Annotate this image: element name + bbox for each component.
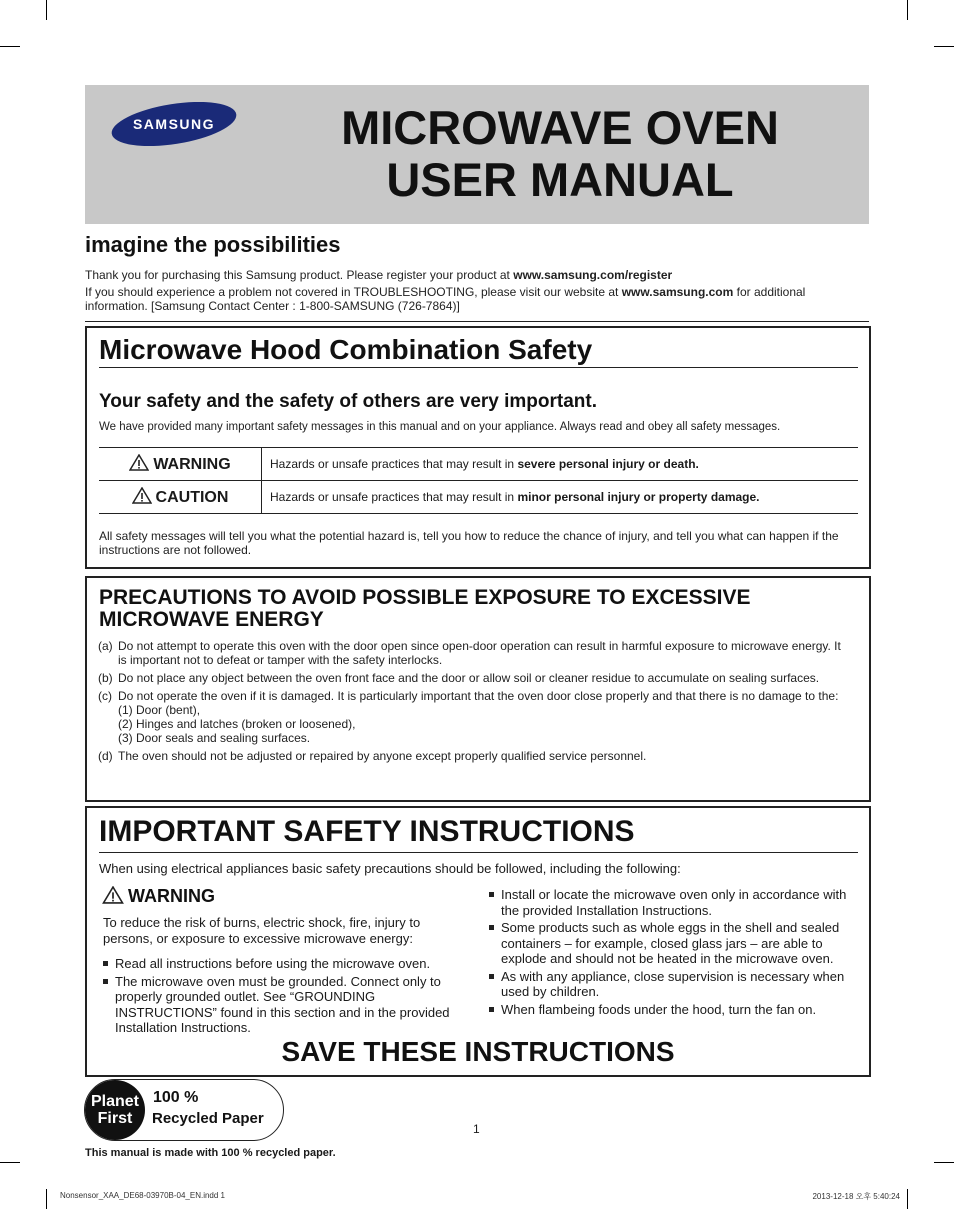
warning-triangle-icon [129,454,149,471]
crop-mark [46,1189,47,1209]
crop-mark [934,1162,954,1163]
warning-text: To reduce the risk of burns, electric shock, fire, injury to persons, or exposure to excessive microwave energy: [103,915,421,946]
crop-mark [907,0,908,20]
hood-safety-subtitle: Your safety and the safety of others are very important. [99,391,598,412]
sub-item: (3) Door seals and sealing surfaces. [118,731,311,745]
samsung-logo [110,102,238,146]
recycled-note: This manual is made with 100 % recycled paper. [85,1147,336,1159]
table-row [99,448,858,481]
recycled-percent: 100 % [153,1089,199,1106]
crop-mark [0,1162,20,1163]
register-line: Thank you for purchasing this Samsung product. Please register your product at www.samsung.com/register [85,268,673,282]
signal-desc-caution: Hazards or unsafe practices that may result in minor personal injury or property damage. [262,481,859,514]
sub-item: (2) Hinges and latches (broken or loosened), [118,717,356,731]
signal-label-caution: CAUTION [99,481,262,514]
list-item: (a) Do not attempt to operate this oven with the door open since open-door operation can result in harmful exposure to microwave energy. It is important not to defeat or tamper with the safety interlocks. [98,639,841,667]
timestamp: 2013-12-18 오후 5:40:24 [812,1192,900,1201]
list-item: Read all instructions before using the microwave oven. [102,956,464,972]
hood-safety-title: Microwave Hood Combination Safety [99,334,593,365]
crop-mark [907,1189,908,1209]
signal-word-table [99,447,858,514]
signal-desc-warning: Hazards or unsafe practices that may result in severe personal injury or death. [262,448,859,481]
important-safety-title: IMPORTANT SAFETY INSTRUCTIONS [99,815,635,848]
list-item: (b) Do not place any object between the oven front face and the door or allow soil or cleaner residue to accumulate on sealing surfaces. [98,671,820,685]
title-underline [99,852,858,853]
right-bullet-list [488,887,853,1019]
sub-item: (1) Door (bent), [118,703,201,717]
signal-label-warning: WARNING [99,448,262,481]
left-bullet-list [102,956,464,1038]
file-name: Nonsensor_XAA_DE68-03970B-04_EN.indd 1 [60,1191,225,1200]
tagline: imagine the possibilities [85,232,341,257]
title-line-1: MICROWAVE OVEN [341,101,779,154]
table-row [99,481,858,514]
save-instructions: SAVE THESE INSTRUCTIONS [281,1036,675,1067]
warning-heading: WARNING [102,886,215,907]
important-intro: When using electrical appliances basic safety precautions should be followed, including the following: [99,861,681,876]
intro-text [85,268,875,313]
crop-mark [46,0,47,20]
crop-mark [0,46,20,47]
page-number: 1 [473,1122,480,1136]
warning-triangle-icon [102,886,124,904]
hood-safety-intro: We have provided many important safety messages in this manual and on your appliance. Always read and obey all safety messages. [99,421,781,433]
page-title [280,102,840,206]
website-link: www.samsung.com [621,285,734,299]
list-item: Some products such as whole eggs in the shell and sealed containers – for example, closed glass jars – are able to explode and should not be heated in the microwave oven. [488,920,853,967]
svg-text:SAMSUNG: SAMSUNG [132,116,216,132]
list-item: Install or locate the microwave oven only in accordance with the provided Installation Instructions. [488,887,853,918]
caution-triangle-icon [132,487,152,504]
list-item: (c) Do not operate the oven if it is damaged. It is particularly important that the oven door close properly and that there is no damage to the: (1) Door (bent), (2) Hinges and latches (broken or loosened), (3) Door seals and sealing surfaces. [98,689,846,745]
list-item: When flambeing foods under the hood, turn the fan on. [488,1002,853,1018]
hood-safety-footer: All safety messages will tell you what the potential hazard is, tell you how to reduce the chance of injury, and tell you what can happen if the instructions are not followed. [99,529,839,557]
register-link: www.samsung.com/register [513,268,673,282]
planet-first-logo: Planet First [85,1080,145,1140]
troubleshoot-line: If you should experience a problem not covered in TROUBLESHOOTING, please visit our website at www.samsung.com for additional [85,285,806,299]
contact-line: information. [Samsung Contact Center : 1-800-SAMSUNG (726-7864)] [85,299,460,313]
divider [85,321,869,322]
title-line-2: USER MANUAL [386,153,734,206]
recycled-label: Recycled Paper [152,1110,264,1127]
list-item: The microwave oven must be grounded. Connect only to properly grounded outlet. See “GROUNDING INSTRUCTIONS” found in this section and in the provided Installation Instructions. [102,974,464,1036]
list-item: (d) The oven should not be adjusted or repaired by anyone except properly qualified service personnel. [98,749,647,763]
title-underline [99,367,858,368]
list-item: As with any appliance, close supervision is necessary when used by children. [488,969,853,1000]
precautions-title: PRECAUTIONS TO AVOID POSSIBLE EXPOSURE TO EXCESSIVE MICROWAVE ENERGY [99,586,751,631]
crop-mark [934,46,954,47]
precautions-list [98,639,846,767]
